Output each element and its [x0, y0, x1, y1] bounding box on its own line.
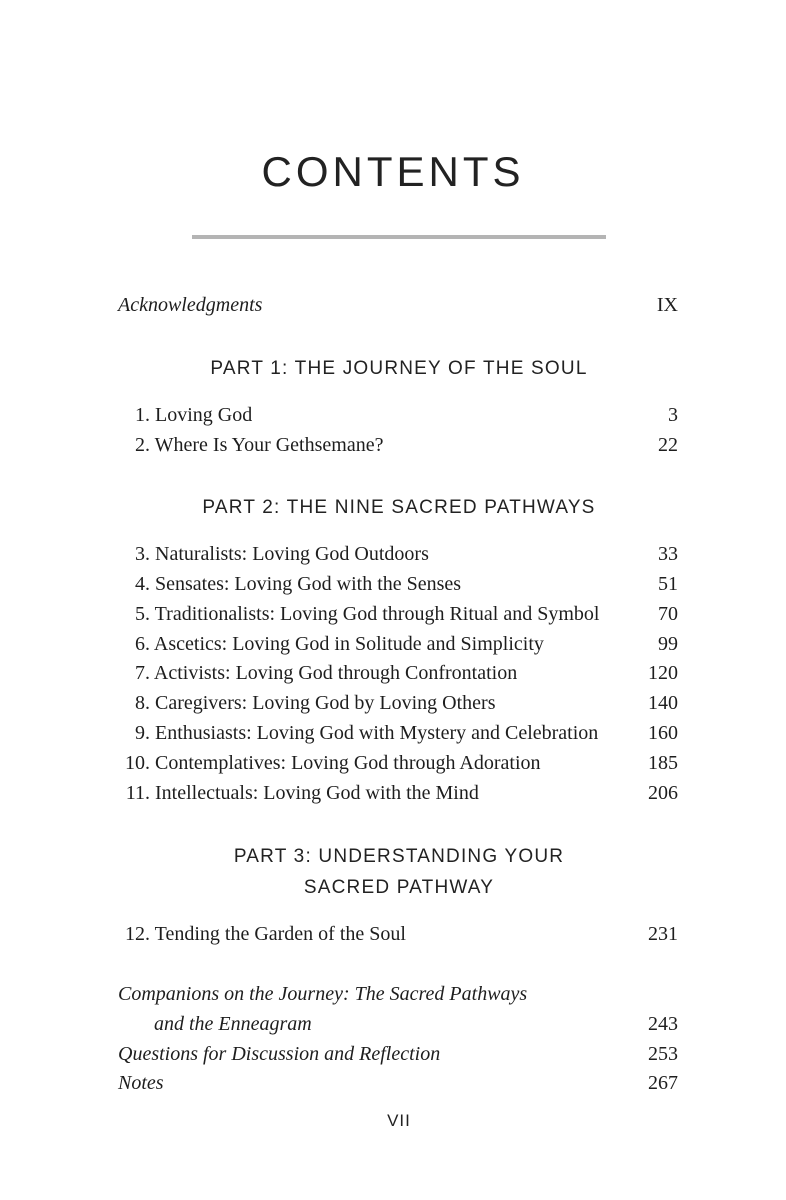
- entry-title: Tending the Garden of the Soul: [154, 923, 406, 945]
- part-1-heading: PART 1: THE JOURNEY OF THE SOUL: [210, 358, 588, 379]
- toc-entry-acknowledgments[interactable]: [118, 293, 678, 317]
- entry-page: 22: [658, 434, 678, 456]
- title-rule: [192, 235, 606, 239]
- entry-title: Activists: Loving God through Confrontation: [153, 662, 518, 684]
- entry-number: 3.: [135, 543, 150, 565]
- part-3-heading: PART 3: UNDERSTANDING YOUR: [233, 846, 565, 867]
- page-number: VII: [387, 1111, 411, 1130]
- toc-entry[interactable]: [118, 433, 678, 457]
- toc-entry[interactable]: [118, 721, 678, 745]
- entry-number: 5.: [135, 603, 150, 625]
- entry-title: Where Is Your Gethsemane?: [154, 434, 384, 456]
- entry-page: 231: [648, 923, 678, 945]
- entry-page: 267: [648, 1072, 678, 1094]
- entry-number: 7.: [135, 662, 150, 684]
- entry-page: 3: [668, 404, 678, 426]
- toc-entry[interactable]: [118, 542, 678, 566]
- entry-title: Ascetics: Loving God in Solitude and Simplicity: [153, 633, 544, 655]
- entry-title: Intellectuals: Loving God with the Mind: [155, 782, 479, 804]
- entry-title: Caregivers: Loving God by Loving Others: [155, 692, 496, 714]
- entry-page: 253: [648, 1043, 678, 1065]
- entry-page: 51: [658, 573, 678, 595]
- toc-entry-companions[interactable]: [118, 982, 678, 1006]
- toc-entry[interactable]: [118, 781, 678, 805]
- entry-page: 160: [648, 722, 678, 744]
- toc-entry-notes[interactable]: [118, 1071, 678, 1095]
- entry-page: IX: [656, 294, 678, 316]
- entry-title: Questions for Discussion and Reflection: [118, 1043, 441, 1065]
- part-3-heading-line2: SACRED PATHWAY: [303, 877, 495, 898]
- entry-page: 140: [648, 692, 678, 714]
- entry-number: 6.: [135, 633, 150, 655]
- entry-number: 11.: [125, 782, 150, 804]
- entry-number: 12.: [125, 923, 150, 945]
- entry-page: 120: [648, 662, 678, 684]
- entry-title: Traditionalists: Loving God through Ritual and Symbol: [154, 603, 600, 625]
- entry-page: 206: [648, 782, 678, 804]
- page-title: CONTENTS: [261, 148, 525, 195]
- entry-page: 99: [658, 633, 678, 655]
- entry-title: Naturalists: Loving God Outdoors: [155, 543, 429, 565]
- entry-number: 9.: [135, 722, 150, 744]
- toc-entry-questions[interactable]: [118, 1042, 678, 1066]
- part-2-heading: PART 2: THE NINE SACRED PATHWAYS: [202, 497, 596, 518]
- entry-title: Contemplatives: Loving God through Adoration: [155, 752, 541, 774]
- toc-entry[interactable]: [118, 602, 678, 626]
- entry-number: 4.: [135, 573, 150, 595]
- toc-entry[interactable]: [118, 751, 678, 775]
- toc-entry[interactable]: [118, 691, 678, 715]
- entry-title: Enthusiasts: Loving God with Mystery and Celebration: [155, 722, 599, 744]
- toc-entry[interactable]: [118, 661, 678, 685]
- entry-title: Notes: [118, 1072, 164, 1094]
- toc-entry-companions-continued[interactable]: [118, 1012, 678, 1036]
- entry-title: Sensates: Loving God with the Senses: [155, 573, 462, 595]
- entry-title: Acknowledgments: [118, 294, 263, 316]
- entry-title: Loving God: [155, 404, 253, 426]
- entry-page: 70: [658, 603, 678, 625]
- toc-entry[interactable]: [118, 572, 678, 596]
- entry-title: Companions on the Journey: The Sacred Pathways: [118, 983, 528, 1005]
- entry-number: 8.: [135, 692, 150, 714]
- entry-page: 33: [658, 543, 678, 565]
- toc-entry[interactable]: [118, 403, 678, 427]
- entry-page: 243: [648, 1013, 678, 1035]
- entry-number: 2.: [135, 434, 150, 456]
- entry-number: 10.: [125, 752, 150, 774]
- toc-entry[interactable]: [118, 922, 678, 946]
- entry-title-continued: and the Enneagram: [154, 1013, 312, 1035]
- entry-page: 185: [648, 752, 678, 774]
- toc-entry[interactable]: [118, 632, 678, 656]
- entry-number: 1.: [135, 404, 150, 426]
